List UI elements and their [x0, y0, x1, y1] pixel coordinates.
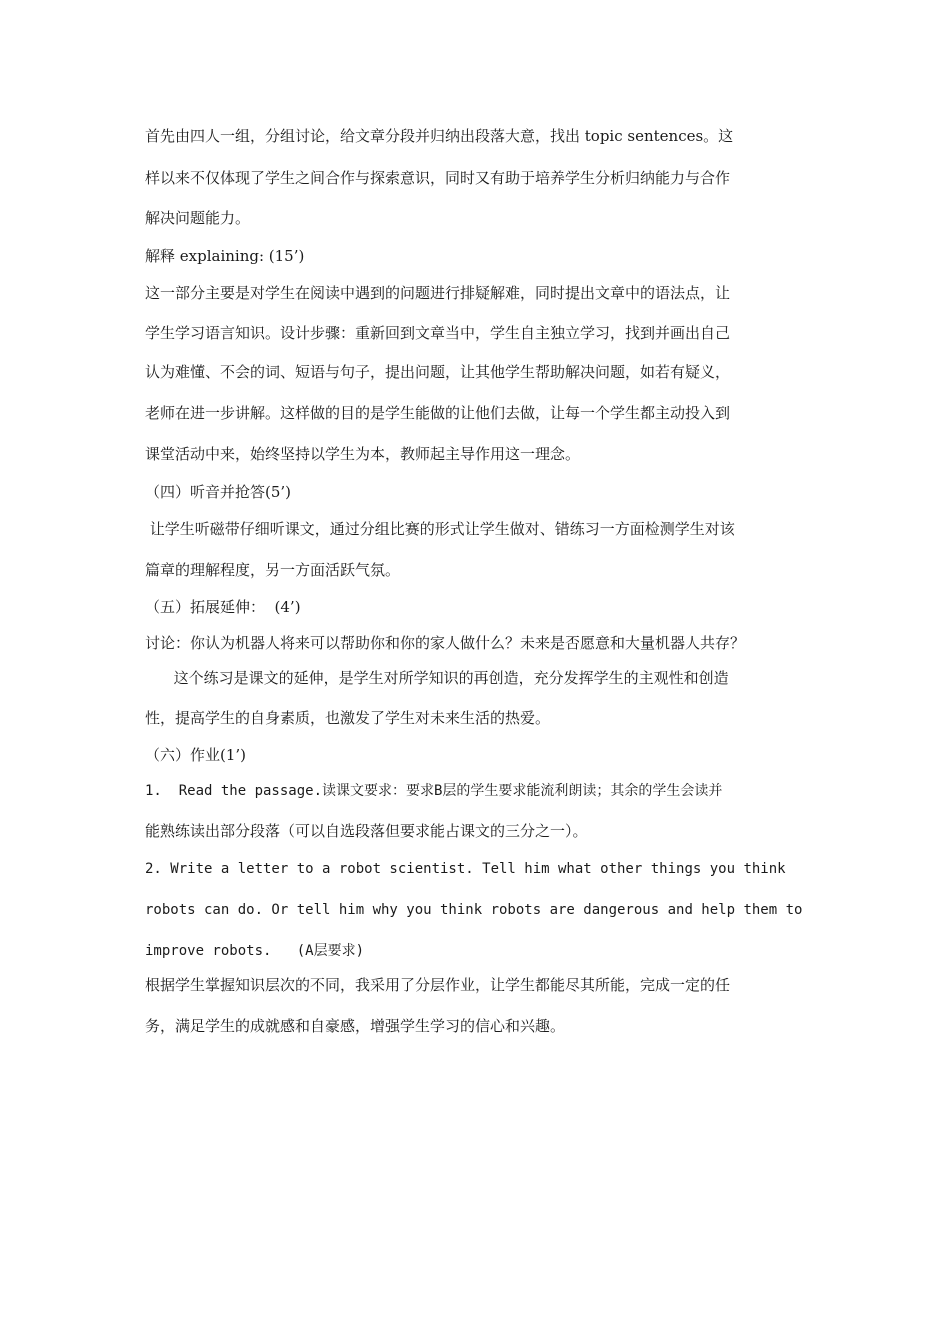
paragraph-extension-line-1: 讨论：你认为机器人将来可以帮助你和你的家人做什么？未来是否愿意和大量机器人共存？: [145, 634, 746, 652]
homework-item-2-line-1: 2. Write a letter to a robot scientist. Tell him what other things you think: [145, 861, 786, 877]
paragraph-layered-homework-line-1: 根据学生掌握知识层次的不同，我采用了分层作业，让学生都能尽其所能，完成一定的任: [145, 976, 731, 994]
homework-item-2-line-2: robots can do. Or tell him why you think robots are dangerous and help them to: [145, 902, 803, 918]
paragraph-extension-line-2: 这个练习是课文的延伸，是学生对所学知识的再创造，充分发挥学生的主观性和创造: [145, 669, 729, 687]
paragraph-grouping-line-2: 样以来不仅体现了学生之间合作与探索意识，同时又有助于培养学生分析归纳能力与合作: [145, 169, 731, 187]
homework-item-2-line-3: improve robots. (A层要求): [145, 943, 365, 959]
paragraph-grouping-line-1: 首先由四人一组，分组讨论，给文章分段并归纳出段落大意，找出 topic sentences。这: [145, 127, 734, 145]
homework-item-1-line-2: 能熟练读出部分段落（可以自选段落但要求能占课文的三分之一）。: [145, 822, 588, 840]
paragraph-extension-line-3: 性，提高学生的自身素质，也激发了学生对未来生活的热爱。: [145, 709, 551, 727]
paragraph-explaining-line-4: 老师在进一步讲解。这样做的目的是学生能做的让他们去做，让每一个学生都主动投入到: [145, 404, 731, 422]
paragraph-explaining-line-1: 这一部分主要是对学生在阅读中遇到的问题进行排疑解难，同时提出文章中的语法点，让: [145, 284, 731, 302]
paragraph-grouping-line-3: 解决问题能力。: [145, 209, 251, 227]
paragraph-explaining-line-2: 学生学习语言知识。设计步骤：重新回到文章当中，学生自主独立学习，找到并画出自己: [145, 324, 731, 342]
paragraph-listening-line-2: 篇章的理解程度，另一方面活跃气氛。: [145, 561, 401, 579]
paragraph-explaining-line-3: 认为难懂、不会的词、短语与句子，提出问题，让其他学生帮助解决问题，如若有疑义，: [145, 363, 731, 381]
heading-homework: （六）作业(1’): [145, 746, 247, 764]
paragraph-layered-homework-line-2: 务，满足学生的成就感和自豪感，增强学生学习的信心和兴趣。: [145, 1017, 566, 1035]
heading-explaining: 解释 explaining: (15’): [145, 247, 305, 265]
heading-extension: （五）拓展延伸： (4’): [145, 598, 301, 616]
homework-item-1-line-1: 1. Read the passage.读课文要求：要求B层的学生要求能流利朗读；其余的学生会读并: [145, 783, 723, 799]
paragraph-listening-line-1: 让学生听磁带仔细听课文，通过分组比赛的形式让学生做对、错练习一方面检测学生对该: [145, 520, 735, 538]
heading-listening: （四）听音并抢答(5’): [145, 483, 292, 501]
paragraph-explaining-line-5: 课堂活动中来，始终坚持以学生为本，教师起主导作用这一理念。: [145, 445, 581, 463]
